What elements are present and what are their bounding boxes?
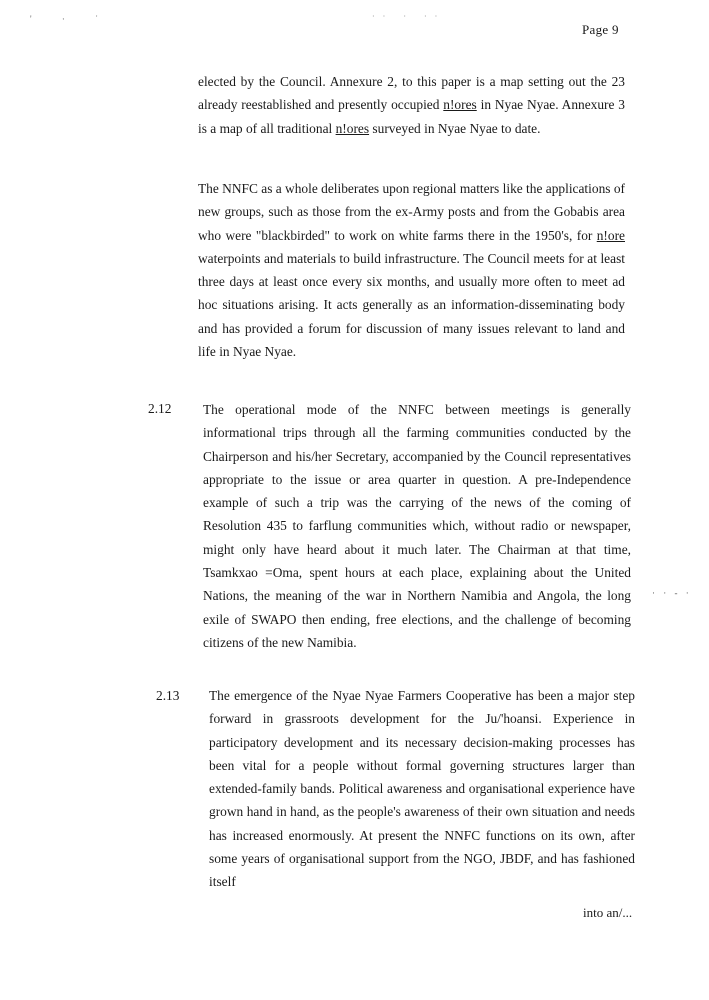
stray-marks-top: ' · ʿ xyxy=(30,14,113,24)
section-2-12-text: The operational mode of the NNFC between meetings is generally informational trips through all the farming communities conducted by the Chairperson and his/her Secretary, accompanied by the Council representatives appropriate to the issue or area quarter in question. A pre-Independence example of such a trip was the carrying of the news of the coming of Resolution 435 to farflung communities which, without radio or newspaper, might only have heard about it much later. The Chairman at that time, Tsamkxao =Oma, spent hours at each place, explaining about the United Nations, the meaning of the war in Northern Namibia and Angola, the long exile of SWAPO then ending, free elections, and the challenge of becoming citizens of the new Namibia. xyxy=(203,402,631,650)
term-nlores: n!ores xyxy=(443,97,477,113)
stray-marks-center: ·· · ·· xyxy=(372,12,446,21)
page-number: Page 9 xyxy=(582,22,619,37)
section-number: 2.12 xyxy=(148,401,172,416)
section-number: 2.13 xyxy=(156,688,180,703)
term-nlore: n!ore xyxy=(596,227,625,243)
stray-marks-right: · · - · xyxy=(652,588,692,598)
paragraph-text: in Nyae Nyae. Annexure 3 is a map of all traditional xyxy=(198,97,625,136)
paragraph-nnfc xyxy=(198,177,625,363)
section-2-13-text: The emergence of the Nyae Nyae Farmers Cooperative has been a major step forward in grassroots development for the Ju/'hoansi. Experience in participatory development and its necessary decision-making processes has been vital for a people without formal governing structures larger than extended-family bands. Political awareness and organisational experience have grown hand in hand, as the people's awareness of their own situation and needs has increased enormously. At present the NNFC functions on its own, after some years of organisational support from the NGO, JBDF, and has fashioned itself xyxy=(209,688,635,890)
paragraph-text: elected by the Council. Annexure 2, to this paper is a map setting out the 23 already reestablished and presently occupied xyxy=(198,74,625,113)
paragraph-text: The NNFC as a whole deliberates upon regional matters like the applications of new groups, such as those from the ex-Army posts and from the Gobabis area who were "blackbirded" to work on white farms there in the 1950's, for xyxy=(198,181,625,243)
paragraph-intro xyxy=(198,70,625,140)
continuation-marker: into an/... xyxy=(583,905,633,920)
paragraph-text: waterpoints and materials to build infrastructure. The Council meets for at least three days at least once every six months, and usually more often to meet ad hoc situations arising. It acts generally as an information-disseminating body and has provided a forum for discussion of many issues relevant to land and life in Nyae Nyae. xyxy=(198,250,625,360)
paragraph-text: surveyed in Nyae Nyae to date. xyxy=(369,120,541,136)
term-nlores: n!ores xyxy=(335,120,370,136)
